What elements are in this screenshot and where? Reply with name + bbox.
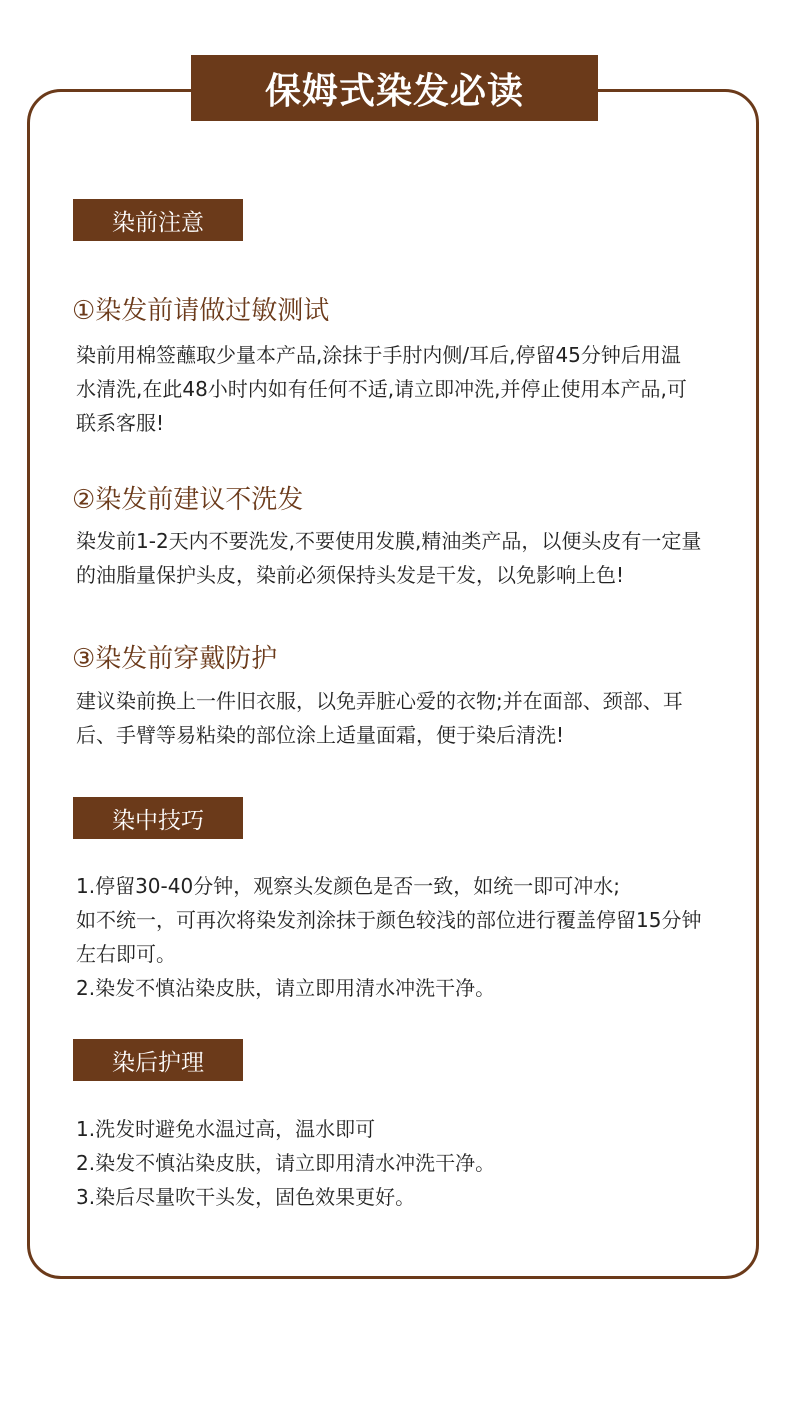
text-line: 后、手臂等易粘染的部位涂上适量面霜，便于染后清洗! [76, 723, 565, 747]
text-line: 3.染后尽量吹干头发，固色效果更好。 [76, 1185, 416, 1209]
section-tag-before: 染前注意 [73, 199, 243, 241]
heading-allergy-test: ①染发前请做过敏测试 [72, 296, 330, 326]
paragraph-no-wash [76, 524, 736, 592]
text-line: 的油脂量保护头皮，染前必须保持头发是干发，以免影响上色! [76, 563, 625, 587]
text-line: 建议染前换上一件旧衣服，以免弄脏心爱的衣物;并在面部、颈部、耳 [76, 689, 683, 713]
heading-no-wash: ②染发前建议不洗发 [72, 485, 304, 515]
page-title: 保姆式染发必读 [191, 55, 598, 121]
text-line: 水清洗,在此48小时内如有任何不适,请立即冲洗,并停止使用本产品,可 [76, 377, 687, 401]
text-line: 联系客服! [76, 411, 165, 435]
text-line: 染发前1-2天内不要洗发,不要使用发膜,精油类产品，以便头皮有一定量 [76, 529, 702, 553]
text-line: 左右即可。 [76, 942, 176, 966]
text-line: 1.停留30-40分钟，观察头发颜色是否一致，如统一即可冲水; [76, 874, 620, 898]
section-tag-during: 染中技巧 [73, 797, 243, 839]
paragraph-protection [76, 684, 736, 752]
text-line: 染前用棉签蘸取少量本产品,涂抹于手肘内侧/耳后,停留45分钟后用温 [76, 343, 681, 367]
text-line: 1.洗发时避免水温过高，温水即可 [76, 1117, 376, 1141]
heading-protection: ③染发前穿戴防护 [72, 644, 278, 674]
section-tag-after: 染后护理 [73, 1039, 243, 1081]
paragraph-allergy-test [76, 338, 736, 440]
paragraph-after [76, 1112, 736, 1214]
text-line: 2.染发不慎沾染皮肤，请立即用清水冲洗干净。 [76, 976, 496, 1000]
text-line: 2.染发不慎沾染皮肤，请立即用清水冲洗干净。 [76, 1151, 496, 1175]
paragraph-during [76, 869, 736, 1005]
text-line: 如不统一，可再次将染发剂涂抹于颜色较浅的部位进行覆盖停留15分钟 [76, 908, 702, 932]
